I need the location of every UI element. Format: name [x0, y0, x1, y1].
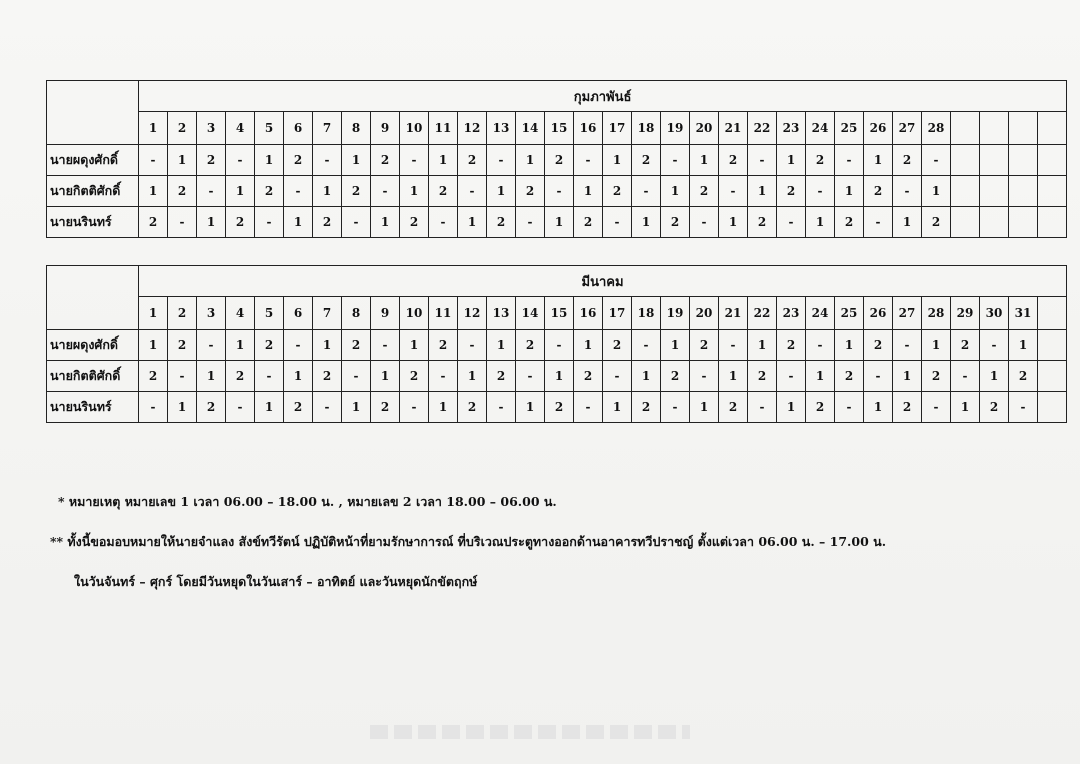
shift-cell: 2: [893, 145, 922, 176]
day-number-cell: 21: [719, 297, 748, 330]
shift-cell: 2: [980, 392, 1009, 423]
staff-row: [47, 207, 1067, 238]
shift-cell: 2: [342, 176, 371, 207]
day-number-cell: 28: [922, 297, 951, 330]
shift-cell: [1038, 207, 1067, 238]
shift-cell: -: [835, 145, 864, 176]
shift-cell: 2: [226, 207, 255, 238]
staff-name-cell: นายนรินทร์: [47, 207, 139, 238]
shift-cell: 2: [1009, 361, 1038, 392]
shift-cell: 2: [922, 361, 951, 392]
day-number-cell: 9: [371, 112, 400, 145]
shift-cell: -: [284, 330, 313, 361]
month-row: [47, 266, 1067, 297]
day-number-cell: 13: [487, 297, 516, 330]
shift-cell: 1: [400, 176, 429, 207]
shift-cell: 2: [690, 176, 719, 207]
shift-cell: 1: [603, 145, 632, 176]
day-number-cell: 7: [313, 112, 342, 145]
shift-cell: -: [980, 330, 1009, 361]
shift-cell: 2: [487, 207, 516, 238]
shift-cell: 1: [458, 207, 487, 238]
day-number-cell: 15: [545, 297, 574, 330]
shift-cell: 1: [632, 207, 661, 238]
shift-cell: -: [487, 392, 516, 423]
shift-cell: 1: [864, 392, 893, 423]
day-number-cell: 2: [168, 297, 197, 330]
march-schedule-table: [46, 265, 1067, 423]
shift-cell: 2: [400, 361, 429, 392]
shift-cell: -: [690, 207, 719, 238]
shift-cell: [1038, 330, 1067, 361]
shift-cell: -: [1009, 392, 1038, 423]
shift-cell: -: [574, 392, 603, 423]
day-number-cell: 15: [545, 112, 574, 145]
shift-cell: 1: [835, 330, 864, 361]
shift-cell: [980, 207, 1009, 238]
shift-cell: 2: [313, 361, 342, 392]
footnote-shift-times: * หมายเหตุ หมายเลข 1 เวลา 06.00 – 18.00 น. , หมายเลข 2 เวลา 18.00 – 06.00 น.: [58, 494, 557, 509]
shift-cell: -: [400, 145, 429, 176]
day-number-cell: [1038, 297, 1067, 330]
day-number-cell: 29: [951, 297, 980, 330]
shift-cell: 1: [719, 207, 748, 238]
shift-cell: 1: [893, 361, 922, 392]
shift-cell: -: [661, 145, 690, 176]
shift-cell: 2: [835, 361, 864, 392]
shift-cell: 1: [719, 361, 748, 392]
day-number-cell: 18: [632, 297, 661, 330]
shift-cell: 2: [661, 207, 690, 238]
shift-cell: 1: [371, 361, 400, 392]
day-number-cell: 26: [864, 297, 893, 330]
shift-cell: 2: [168, 176, 197, 207]
shift-cell: -: [458, 176, 487, 207]
february-schedule-table: [46, 80, 1067, 238]
shift-cell: 1: [806, 361, 835, 392]
day-number-cell: 20: [690, 112, 719, 145]
day-number-cell: 3: [197, 297, 226, 330]
day-number-cell: [1038, 112, 1067, 145]
shift-cell: -: [429, 207, 458, 238]
shift-cell: 1: [197, 207, 226, 238]
shift-cell: 2: [574, 361, 603, 392]
shift-cell: [1038, 176, 1067, 207]
shift-cell: 1: [255, 392, 284, 423]
shift-cell: 1: [545, 361, 574, 392]
shift-cell: -: [545, 330, 574, 361]
shift-cell: 2: [603, 176, 632, 207]
shift-cell: 1: [574, 330, 603, 361]
shift-cell: -: [806, 330, 835, 361]
day-number-cell: 11: [429, 112, 458, 145]
shift-cell: 1: [516, 145, 545, 176]
shift-cell: [1009, 207, 1038, 238]
shift-cell: 2: [516, 176, 545, 207]
day-number-cell: 10: [400, 112, 429, 145]
shift-cell: 1: [574, 176, 603, 207]
staff-row: [47, 145, 1067, 176]
shift-cell: 1: [835, 176, 864, 207]
day-number-cell: 12: [458, 112, 487, 145]
day-number-cell: [980, 112, 1009, 145]
shift-cell: 2: [545, 392, 574, 423]
shift-cell: -: [951, 361, 980, 392]
shift-cell: -: [661, 392, 690, 423]
shift-cell: -: [458, 330, 487, 361]
shift-cell: 2: [806, 392, 835, 423]
shift-cell: 1: [864, 145, 893, 176]
shift-cell: 2: [342, 330, 371, 361]
day-number-cell: 1: [139, 297, 168, 330]
shift-cell: 1: [893, 207, 922, 238]
shift-cell: -: [139, 392, 168, 423]
shift-cell: 2: [255, 330, 284, 361]
shift-cell: 2: [487, 361, 516, 392]
day-number-cell: 19: [661, 112, 690, 145]
shift-cell: -: [255, 207, 284, 238]
shift-cell: 2: [429, 330, 458, 361]
shift-cell: -: [632, 330, 661, 361]
shift-cell: 1: [342, 145, 371, 176]
day-number-cell: 9: [371, 297, 400, 330]
shift-cell: 2: [864, 330, 893, 361]
shift-cell: 1: [603, 392, 632, 423]
shift-cell: -: [371, 330, 400, 361]
shift-cell: 1: [284, 207, 313, 238]
shift-cell: 2: [400, 207, 429, 238]
day-number-cell: 14: [516, 297, 545, 330]
shift-cell: -: [777, 207, 806, 238]
day-number-cell: 17: [603, 112, 632, 145]
footnote-assignment: ** ทั้งนี้ขอมอบหมายให้นายจำแลง สังข์ทวีรัตน์ ปฏิบัติหน้าที่ยามรักษาการณ์ ที่บริเวณประตูทางออกด้านอาคารทวีปราชญ์ ตั้งแต่เวลา 06.00 น. – 17.00 น.: [50, 534, 887, 549]
shift-cell: -: [168, 361, 197, 392]
shift-cell: -: [516, 207, 545, 238]
staff-name-cell: นายกิตติศักดิ์: [47, 176, 139, 207]
day-number-cell: 5: [255, 112, 284, 145]
day-number-cell: 4: [226, 297, 255, 330]
shift-cell: 1: [168, 145, 197, 176]
shift-cell: 2: [197, 392, 226, 423]
shift-cell: -: [835, 392, 864, 423]
shift-cell: 1: [429, 392, 458, 423]
shift-cell: 1: [748, 176, 777, 207]
shift-cell: 1: [777, 145, 806, 176]
shift-cell: -: [226, 392, 255, 423]
shift-cell: 2: [458, 392, 487, 423]
shift-cell: [1009, 176, 1038, 207]
day-number-cell: 23: [777, 112, 806, 145]
shift-cell: 2: [429, 176, 458, 207]
footnote-workdays: ในวันจันทร์ – ศุกร์ โดยมีวันหยุดในวันเสาร์ – อาทิตย์ และวันหยุดนักขัตฤกษ์: [74, 574, 478, 589]
shift-cell: [1009, 145, 1038, 176]
month-header: มีนาคม: [139, 266, 1067, 297]
shift-cell: 1: [226, 176, 255, 207]
staff-row: [47, 392, 1067, 423]
shift-cell: [1038, 392, 1067, 423]
day-number-cell: 2: [168, 112, 197, 145]
shift-cell: 2: [777, 176, 806, 207]
staff-name-cell: นายนรินทร์: [47, 392, 139, 423]
shift-cell: 1: [255, 145, 284, 176]
shift-cell: -: [574, 145, 603, 176]
shift-cell: 2: [284, 145, 313, 176]
shift-cell: -: [603, 361, 632, 392]
shift-cell: 1: [313, 176, 342, 207]
staff-row: [47, 361, 1067, 392]
day-number-row: [47, 297, 1067, 330]
shift-cell: 1: [226, 330, 255, 361]
shift-cell: 1: [284, 361, 313, 392]
shift-cell: 2: [951, 330, 980, 361]
month-row: [47, 81, 1067, 112]
day-number-cell: 21: [719, 112, 748, 145]
shift-cell: 2: [806, 145, 835, 176]
shift-cell: -: [313, 145, 342, 176]
shift-cell: 2: [516, 330, 545, 361]
shift-cell: [980, 176, 1009, 207]
day-number-cell: [1009, 112, 1038, 145]
shift-cell: -: [603, 207, 632, 238]
shift-cell: 2: [690, 330, 719, 361]
shift-cell: -: [864, 207, 893, 238]
shift-cell: 2: [864, 176, 893, 207]
shift-cell: 1: [690, 392, 719, 423]
shift-cell: [980, 145, 1009, 176]
shift-cell: [951, 207, 980, 238]
day-number-cell: 17: [603, 297, 632, 330]
day-number-cell: 8: [342, 112, 371, 145]
shift-cell: 2: [139, 361, 168, 392]
shift-cell: 1: [951, 392, 980, 423]
shift-cell: 2: [371, 145, 400, 176]
shift-cell: 1: [487, 176, 516, 207]
staff-name-cell: นายกิตติศักดิ์: [47, 361, 139, 392]
day-number-cell: 30: [980, 297, 1009, 330]
shift-cell: 1: [429, 145, 458, 176]
shift-cell: 2: [197, 145, 226, 176]
shift-cell: -: [197, 176, 226, 207]
shift-cell: 2: [284, 392, 313, 423]
day-number-cell: 25: [835, 112, 864, 145]
shift-cell: -: [400, 392, 429, 423]
day-number-cell: 7: [313, 297, 342, 330]
shift-cell: [951, 145, 980, 176]
shift-cell: 2: [226, 361, 255, 392]
day-number-cell: 12: [458, 297, 487, 330]
shift-cell: [951, 176, 980, 207]
shift-cell: 1: [313, 330, 342, 361]
shift-cell: 2: [632, 392, 661, 423]
shift-cell: -: [545, 176, 574, 207]
shift-cell: [1038, 361, 1067, 392]
shift-cell: 1: [922, 330, 951, 361]
staff-name-cell: นายผดุงศักดิ์: [47, 330, 139, 361]
shift-cell: 1: [777, 392, 806, 423]
shift-cell: -: [255, 361, 284, 392]
shift-cell: 2: [255, 176, 284, 207]
shift-cell: 1: [980, 361, 1009, 392]
day-number-cell: 25: [835, 297, 864, 330]
day-number-cell: 14: [516, 112, 545, 145]
shift-cell: 2: [139, 207, 168, 238]
shift-cell: [1038, 145, 1067, 176]
shift-cell: 1: [342, 392, 371, 423]
shift-cell: -: [893, 330, 922, 361]
day-number-cell: 22: [748, 112, 777, 145]
shift-cell: -: [893, 176, 922, 207]
bleed-through-text: [370, 725, 690, 739]
shift-cell: -: [922, 145, 951, 176]
shift-cell: -: [487, 145, 516, 176]
shift-cell: -: [748, 392, 777, 423]
shift-cell: 1: [139, 176, 168, 207]
shift-cell: 1: [1009, 330, 1038, 361]
day-number-cell: 6: [284, 297, 313, 330]
shift-cell: 2: [748, 361, 777, 392]
shift-cell: -: [197, 330, 226, 361]
shift-cell: -: [429, 361, 458, 392]
shift-cell: 2: [371, 392, 400, 423]
shift-cell: 2: [603, 330, 632, 361]
shift-cell: 2: [719, 392, 748, 423]
day-number-cell: 11: [429, 297, 458, 330]
shift-cell: 1: [487, 330, 516, 361]
day-number-cell: 8: [342, 297, 371, 330]
shift-cell: -: [342, 207, 371, 238]
shift-cell: -: [719, 176, 748, 207]
shift-cell: -: [516, 361, 545, 392]
shift-cell: -: [632, 176, 661, 207]
day-number-cell: 22: [748, 297, 777, 330]
shift-cell: 1: [371, 207, 400, 238]
shift-cell: -: [284, 176, 313, 207]
shift-cell: -: [226, 145, 255, 176]
shift-cell: 2: [574, 207, 603, 238]
shift-cell: 2: [922, 207, 951, 238]
day-number-cell: 3: [197, 112, 226, 145]
shift-cell: 2: [748, 207, 777, 238]
shift-cell: 2: [168, 330, 197, 361]
shift-cell: -: [922, 392, 951, 423]
shift-cell: -: [806, 176, 835, 207]
shift-cell: -: [342, 361, 371, 392]
day-number-cell: 27: [893, 112, 922, 145]
shift-cell: 1: [545, 207, 574, 238]
shift-cell: 1: [922, 176, 951, 207]
staff-name-cell: นายผดุงศักดิ์: [47, 145, 139, 176]
day-number-cell: 10: [400, 297, 429, 330]
shift-cell: -: [139, 145, 168, 176]
day-number-cell: 28: [922, 112, 951, 145]
day-number-row: [47, 112, 1067, 145]
day-number-cell: 31: [1009, 297, 1038, 330]
shift-cell: -: [864, 361, 893, 392]
shift-cell: -: [313, 392, 342, 423]
shift-cell: -: [777, 361, 806, 392]
shift-cell: -: [690, 361, 719, 392]
shift-cell: 1: [690, 145, 719, 176]
corner-cell: [47, 266, 139, 330]
shift-cell: 1: [806, 207, 835, 238]
day-number-cell: 24: [806, 112, 835, 145]
day-number-cell: 18: [632, 112, 661, 145]
day-number-cell: 13: [487, 112, 516, 145]
day-number-cell: 1: [139, 112, 168, 145]
shift-cell: 1: [168, 392, 197, 423]
shift-cell: -: [168, 207, 197, 238]
day-number-cell: 20: [690, 297, 719, 330]
shift-cell: -: [719, 330, 748, 361]
corner-cell: [47, 81, 139, 145]
day-number-cell: 24: [806, 297, 835, 330]
day-number-cell: 16: [574, 112, 603, 145]
day-number-cell: 23: [777, 297, 806, 330]
day-number-cell: 6: [284, 112, 313, 145]
shift-cell: 1: [400, 330, 429, 361]
staff-row: [47, 330, 1067, 361]
day-number-cell: 27: [893, 297, 922, 330]
shift-cell: 1: [748, 330, 777, 361]
shift-cell: 2: [661, 361, 690, 392]
shift-cell: 1: [458, 361, 487, 392]
day-number-cell: 4: [226, 112, 255, 145]
shift-cell: 2: [545, 145, 574, 176]
shift-cell: 1: [661, 176, 690, 207]
day-number-cell: [951, 112, 980, 145]
month-header: กุมภาพันธ์: [139, 81, 1067, 112]
shift-cell: 2: [458, 145, 487, 176]
shift-cell: 2: [632, 145, 661, 176]
shift-cell: 1: [516, 392, 545, 423]
day-number-cell: 26: [864, 112, 893, 145]
shift-cell: -: [371, 176, 400, 207]
shift-cell: 1: [632, 361, 661, 392]
day-number-cell: 19: [661, 297, 690, 330]
shift-cell: 1: [139, 330, 168, 361]
shift-cell: 2: [313, 207, 342, 238]
shift-cell: 1: [661, 330, 690, 361]
shift-cell: 1: [197, 361, 226, 392]
shift-cell: 2: [719, 145, 748, 176]
shift-cell: -: [748, 145, 777, 176]
shift-cell: 2: [835, 207, 864, 238]
shift-cell: 2: [777, 330, 806, 361]
day-number-cell: 16: [574, 297, 603, 330]
shift-cell: 2: [893, 392, 922, 423]
staff-row: [47, 176, 1067, 207]
day-number-cell: 5: [255, 297, 284, 330]
